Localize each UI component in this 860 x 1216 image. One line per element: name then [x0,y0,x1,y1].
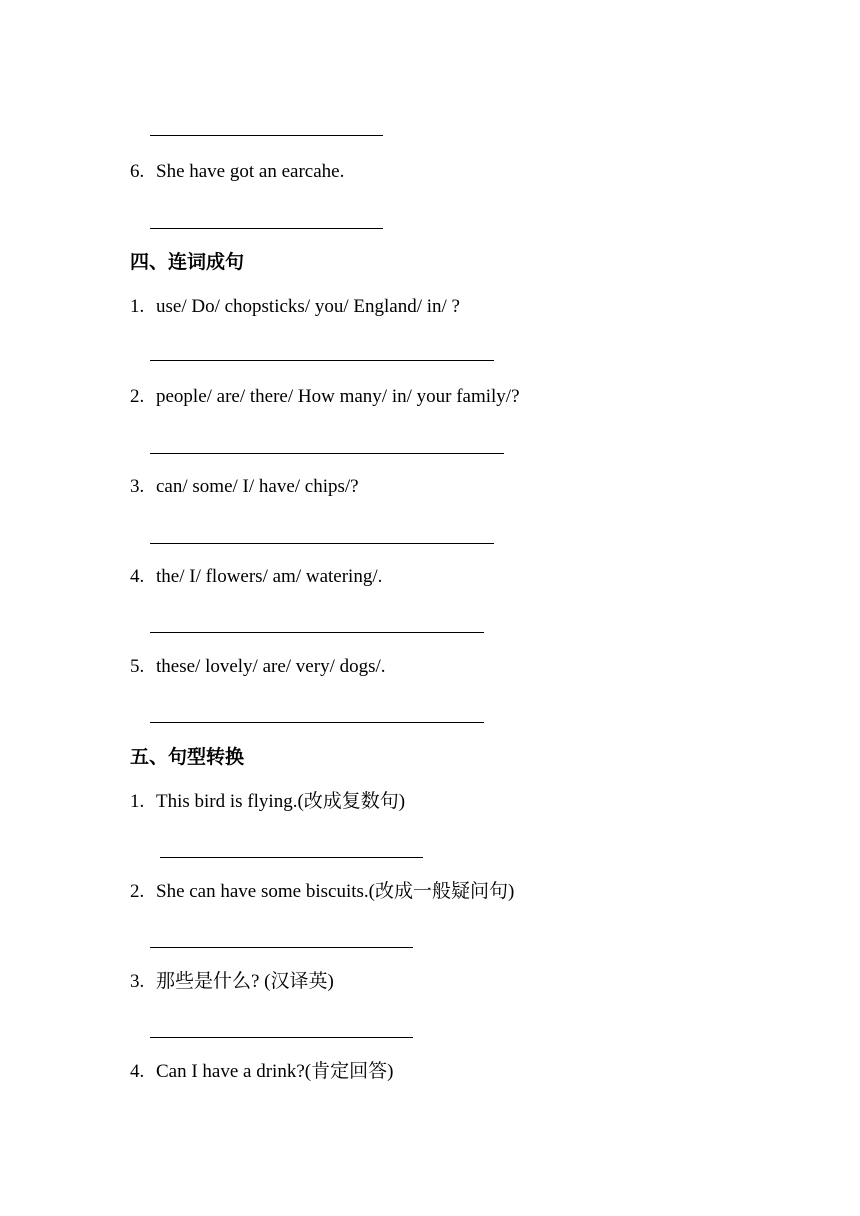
question-number: 2. [130,386,145,407]
question-item [130,385,520,409]
question-item [130,880,514,904]
question-item [130,160,344,184]
section-heading: 四、连词成句 [130,251,245,273]
question-text: She can have some biscuits.(改成一般疑问句) [156,881,515,902]
answer-line[interactable] [150,722,484,723]
question-item [130,295,460,319]
question-text: can/ some/ I/ have/ chips/? [156,476,359,497]
answer-line[interactable] [150,632,484,633]
question-text: 那些是什么? (汉译英) [156,971,334,992]
answer-line[interactable] [150,947,413,948]
answer-line[interactable] [150,453,504,454]
question-item [130,565,382,589]
question-number: 2. [130,881,145,902]
question-text: these/ lovely/ are/ very/ dogs/. [156,656,386,677]
question-number: 1. [130,791,145,812]
question-item [130,475,359,499]
answer-line[interactable] [150,228,383,229]
question-text: the/ I/ flowers/ am/ watering/. [156,566,383,587]
answer-line[interactable] [150,135,383,136]
question-number: 4. [130,1061,145,1082]
question-number: 5. [130,656,145,677]
answer-line[interactable] [150,1037,413,1038]
answer-line[interactable] [150,360,494,361]
question-item [130,790,405,814]
answer-line[interactable] [160,857,423,858]
section-heading: 五、句型转换 [130,746,245,768]
question-number: 6. [130,161,145,182]
question-text: Can I have a drink?(肯定回答) [156,1061,394,1082]
question-number: 4. [130,566,145,587]
question-text: people/ are/ there/ How many/ in/ your family/? [156,386,520,407]
question-text: She have got an earcahe. [156,161,345,182]
question-number: 1. [130,296,145,317]
question-item [130,655,386,679]
question-number: 3. [130,971,145,992]
question-number: 3. [130,476,145,497]
answer-line[interactable] [150,543,494,544]
question-item [130,970,334,994]
question-text: use/ Do/ chopsticks/ you/ England/ in/ ? [156,296,460,317]
question-item [130,1060,393,1084]
question-text: This bird is flying.(改成复数句) [156,791,406,812]
